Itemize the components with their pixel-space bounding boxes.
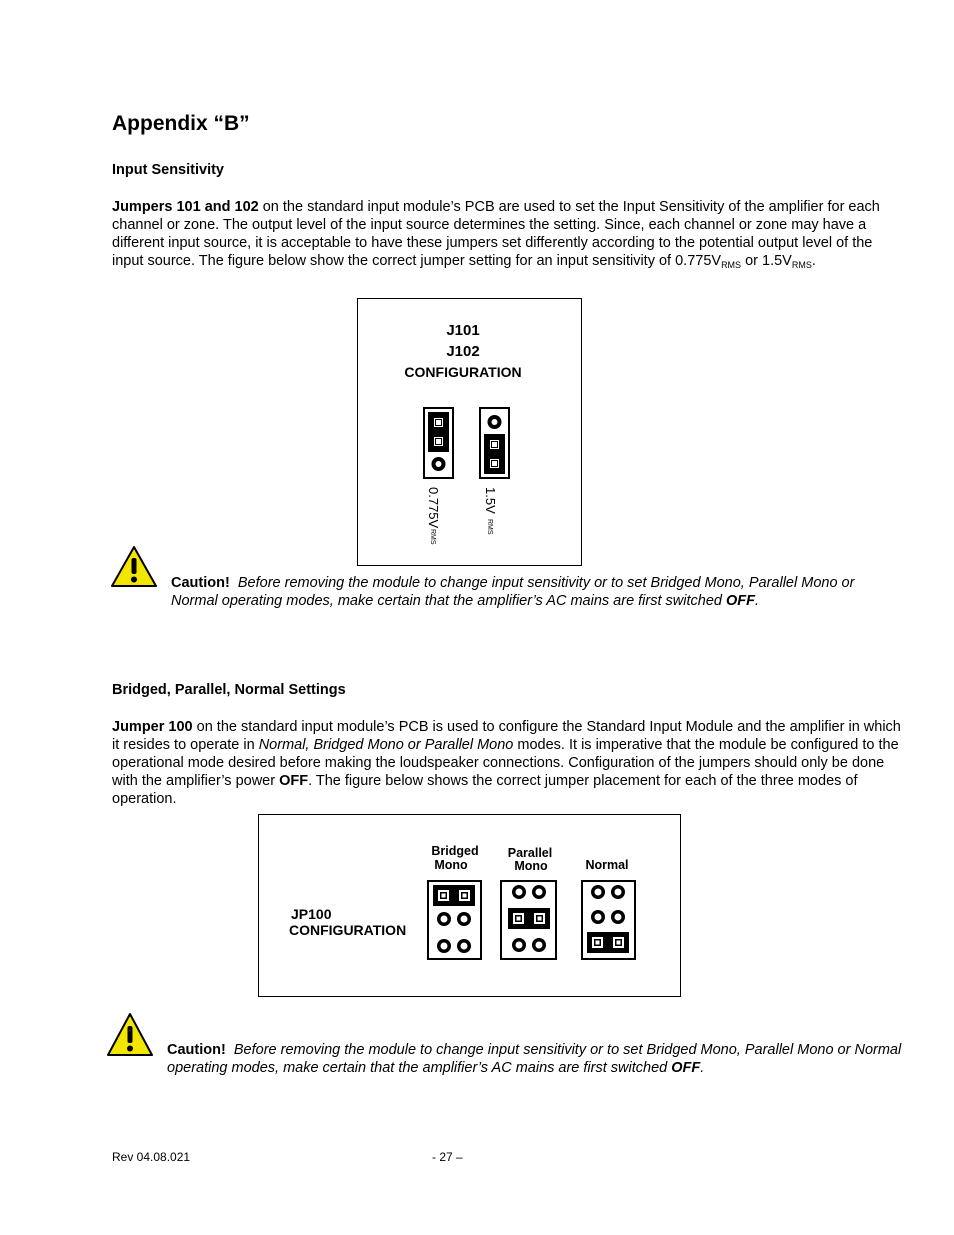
caution-note-1: [171, 574, 901, 610]
fig1-title-j101: J101: [446, 322, 480, 339]
para-italic-modes: Normal, Bridged Mono or Parallel Mono: [258, 737, 514, 753]
jumper-header-bridged-mono: [428, 881, 481, 959]
fig1-title-configuration: CONFIGURATION: [404, 364, 522, 380]
jp100-configuration-label: CONFIGURATION: [289, 922, 407, 938]
fig1-label-15v-rms: RMS: [486, 519, 493, 535]
fig1-label-0775v-rms: RMS: [429, 529, 436, 545]
jumper-header-0775v: [424, 408, 453, 478]
bridged-settings-paragraph: [112, 718, 902, 808]
para-text: on the standard input module’s PCB is used to configure the Standard Input Module and the amplifier in which it resides to operate in: [112, 719, 901, 753]
rms-subscript: RMS: [721, 260, 742, 270]
caution-end: .: [755, 593, 760, 609]
para-text: . The figure below shows the correct jumper placement for each of the three modes of operation.: [112, 773, 858, 807]
caution-text: Before removing the module to change input sensitivity or to set Bridged Mono, Parallel Mono or Normal operating modes, make certain that the amplifier’s AC mains are first switched: [171, 575, 855, 609]
input-sensitivity-paragraph: [112, 198, 902, 270]
caution-label: Caution!: [167, 1042, 226, 1058]
fig1-label-15v: 1.5V: [483, 487, 498, 514]
mode-parallel-line2: Mono: [514, 859, 548, 873]
jp100-label: JP100: [291, 906, 332, 922]
caution-warning-icon: [106, 1012, 154, 1058]
j101-j102-figure: [357, 298, 582, 566]
jumper-header-15v: [480, 408, 509, 478]
mode-parallel-line1: Parallel: [507, 846, 553, 860]
section-heading-input-sensitivity: Input Sensitivity: [112, 162, 224, 178]
section-heading-bridged-parallel-normal: Bridged, Parallel, Normal Settings: [112, 682, 346, 698]
jumper-header-parallel-mono: [501, 881, 556, 959]
footer-page-number: - 27 –: [432, 1150, 463, 1164]
rms-subscript: RMS: [791, 260, 812, 270]
para-bold-off: OFF: [279, 773, 309, 789]
j101-j102-diagram: [358, 299, 581, 565]
caution-note-2: [167, 1041, 902, 1077]
caution-off: OFF: [726, 593, 755, 609]
page-title: Appendix “B”: [112, 112, 250, 135]
caution-warning-icon: [110, 545, 158, 589]
para-bold-lead: Jumper 100: [112, 719, 193, 735]
para-text: modes. It is imperative that the module be configured to the operational mode desired before making the loudspeaker connections. Configuration of the jumpers should only be done with the amplifier’s power: [112, 737, 899, 789]
para-text-mid: or 1.5V: [741, 253, 792, 269]
caution-label: Caution!: [171, 575, 230, 591]
para-text: on the standard input module’s PCB are used to set the Input Sensitivity of the amplifier for each channel or zone. The output level of the input source determines the setting. Since, each channel or zone may have a different input source, it is acceptable to have these jumpers set differently according to the potential output level of the input source. The figure below show the correct jumper setting for an input sensitivity of 0.775V: [112, 199, 880, 269]
jumper-header-normal: [582, 881, 635, 959]
mode-bridged-line1: Bridged: [431, 844, 479, 858]
jp100-diagram: [259, 815, 680, 996]
fig1-title-j102: J102: [446, 343, 480, 360]
fig1-label-0775v: 0.775V: [426, 487, 441, 529]
caution-off: OFF: [671, 1060, 701, 1076]
caution-text: Before removing the module to change input sensitivity or to set Bridged Mono, Parallel Mono or Normal operating modes, make certain that the amplifier’s AC mains are first switched: [167, 1042, 902, 1076]
mode-normal-label: Normal: [585, 858, 629, 872]
para-text-end: .: [811, 253, 816, 269]
para-bold-lead: Jumpers 101 and 102: [112, 199, 259, 215]
caution-end: .: [700, 1060, 705, 1076]
footer-revision: Rev 04.08.021: [112, 1150, 191, 1164]
jp100-figure: [258, 814, 681, 997]
mode-bridged-line2: Mono: [434, 858, 468, 872]
